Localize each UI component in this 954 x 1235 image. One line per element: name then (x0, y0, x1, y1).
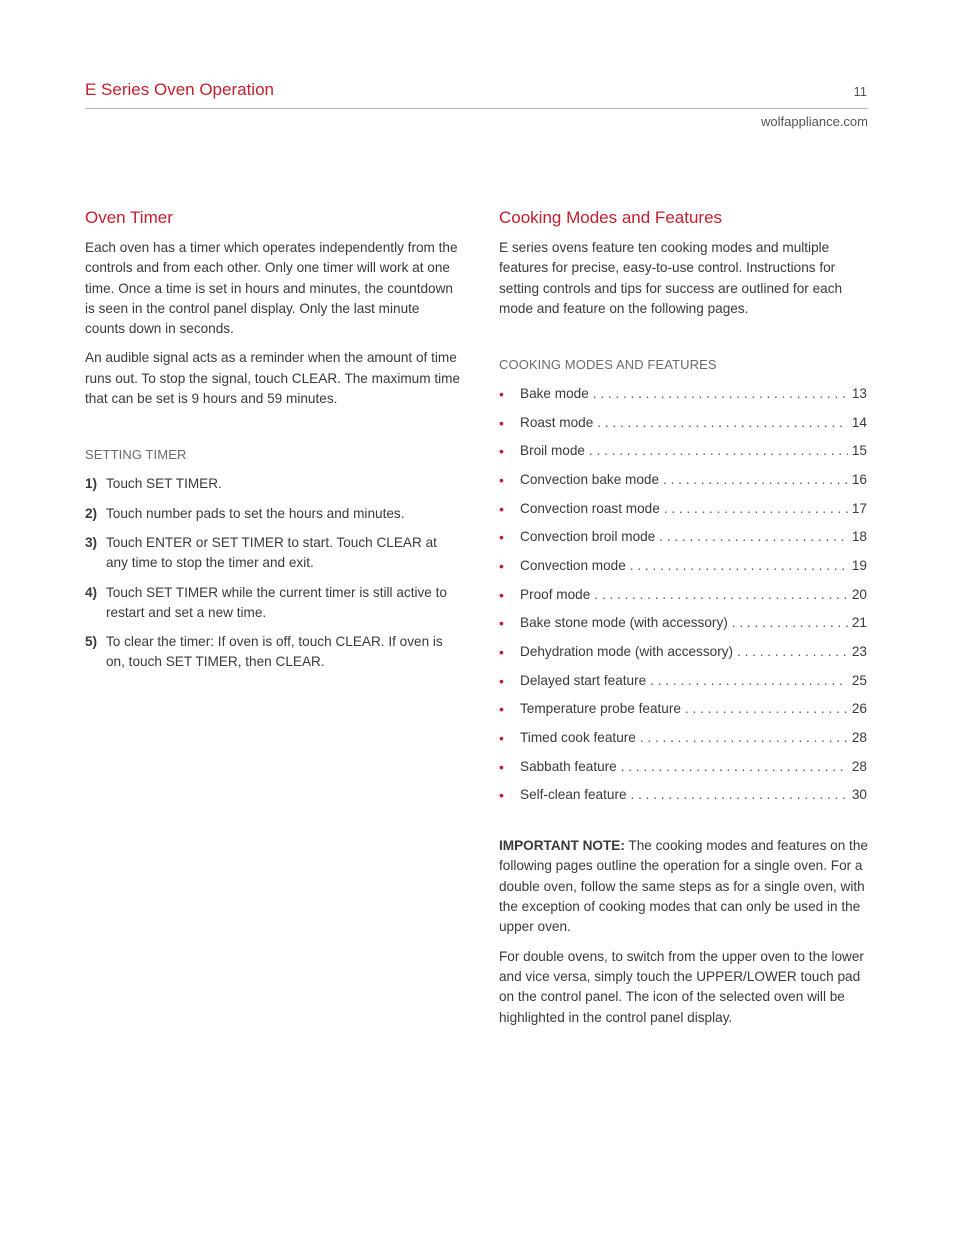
toc-item-label: Convection broil mode (520, 529, 656, 545)
step-number: 5) (85, 634, 98, 650)
bullet-icon: • (499, 414, 504, 431)
important-note-label: IMPORTANT NOTE: (499, 838, 625, 854)
toc-item-page: 28 (851, 758, 867, 774)
toc-item-label: Bake stone mode (with accessory) (520, 615, 728, 631)
toc-item (499, 757, 867, 777)
bullet-icon: • (499, 500, 504, 517)
toc-item-label: Temperature probe feature (520, 701, 681, 717)
toc-item (499, 728, 867, 748)
dot-leader (631, 785, 848, 805)
dot-leader (593, 384, 848, 404)
toc-item (499, 441, 867, 461)
toc-item (499, 585, 867, 605)
toc-item (499, 413, 867, 433)
setting-timer-heading: SETTING TIMER (85, 447, 187, 463)
toc-item-page: 26 (851, 701, 867, 717)
toc-item-label: Convection roast mode (520, 500, 660, 516)
toc-item (499, 556, 867, 576)
step-text: Touch SET TIMER while the current timer is still active to restart and set a new time. (106, 584, 447, 620)
step-number: 2) (85, 505, 98, 521)
dot-leader (664, 499, 848, 519)
dot-leader (640, 728, 848, 748)
dot-leader (594, 585, 848, 605)
oven-timer-heading: Oven Timer (85, 208, 173, 227)
dot-leader (589, 441, 848, 461)
cooking-modes-list (499, 384, 867, 805)
bullet-icon: • (499, 386, 504, 403)
toc-item-label: Delayed start feature (520, 672, 647, 688)
step-item (85, 504, 460, 524)
oven-timer-column (85, 207, 460, 682)
bullet-icon: • (499, 672, 504, 689)
toc-item-label: Broil mode (520, 443, 585, 459)
toc-item (499, 470, 867, 490)
toc-item (499, 785, 867, 805)
dot-leader (630, 556, 848, 576)
toc-item-label: Roast mode (520, 414, 594, 430)
dot-leader (737, 642, 848, 662)
bullet-icon: • (499, 586, 504, 603)
bullet-icon: • (499, 701, 504, 718)
step-text: Touch ENTER or SET TIMER to start. Touch CLEAR at any time to stop the timer and exit. (106, 534, 437, 571)
step-item (85, 632, 460, 673)
dot-leader (685, 699, 848, 719)
step-text: Touch SET TIMER. (106, 476, 222, 492)
dot-leader (621, 757, 848, 777)
toc-item (499, 384, 867, 404)
bullet-icon: • (499, 472, 504, 489)
step-number: 4) (85, 584, 98, 600)
bullet-icon: • (499, 643, 504, 660)
toc-item (499, 499, 867, 519)
bullet-icon: • (499, 729, 504, 746)
toc-item-label: Convection bake mode (520, 472, 660, 488)
header-divider (85, 108, 868, 109)
cooking-modes-list-heading: COOKING MODES AND FEATURES (499, 357, 717, 373)
toc-item-page: 25 (851, 672, 867, 688)
step-item (85, 474, 460, 494)
oven-timer-paragraph: Each oven has a timer which operates independently from the controls and from each other. Only one timer will work at one time. Once a time is set in hours and minutes, the countdown is seen in the control panel display. Only the last minute counts down in seconds. (85, 240, 458, 337)
toc-item (499, 527, 867, 547)
setting-timer-steps (85, 474, 460, 672)
toc-item-page: 28 (851, 729, 867, 745)
page-number: 11 (853, 84, 867, 99)
toc-item-page: 21 (851, 615, 867, 631)
dot-leader (650, 671, 848, 691)
bullet-icon: • (499, 443, 504, 460)
dot-leader (732, 613, 848, 633)
toc-item (499, 613, 867, 633)
bullet-icon: • (499, 787, 504, 804)
toc-item-label: Sabbath feature (520, 758, 617, 774)
dot-leader (659, 527, 848, 547)
toc-item-page: 14 (851, 414, 867, 430)
toc-item (499, 699, 867, 719)
dot-leader (597, 413, 848, 433)
bullet-icon: • (499, 615, 504, 632)
toc-item-page: 30 (851, 787, 867, 803)
cooking-modes-column (499, 207, 876, 1037)
section-title: E Series Oven Operation (85, 80, 274, 99)
step-text: To clear the timer: If oven is off, touch CLEAR. If oven is on, touch SET TIMER, then CLEAR. (106, 634, 443, 670)
step-number: 1) (85, 476, 98, 492)
toc-item-page: 18 (851, 529, 867, 545)
toc-item-label: Dehydration mode (with accessory) (520, 643, 734, 659)
toc-item-label: Proof mode (520, 586, 591, 602)
toc-item-page: 23 (851, 643, 867, 659)
toc-item-label: Timed cook feature (520, 729, 636, 745)
toc-item-page: 17 (851, 500, 867, 516)
important-note-text: The cooking modes and features on the following pages outline the operation for a single oven. For a double oven, follow the same steps as for a single oven, with the exception of cooking modes that can only be used in the upper oven. (499, 838, 868, 935)
step-item (85, 533, 460, 574)
toc-item-page: 19 (851, 558, 867, 574)
website-url: wolfappliance.com (761, 114, 868, 129)
bullet-icon: • (499, 558, 504, 575)
toc-item-page: 16 (851, 472, 867, 488)
toc-item-label: Bake mode (520, 386, 589, 402)
step-number: 3) (85, 534, 98, 550)
important-note (499, 836, 876, 937)
toc-item-page: 15 (851, 443, 867, 459)
toc-item-label: Self-clean feature (520, 787, 627, 803)
bullet-icon: • (499, 529, 504, 546)
toc-item-label: Convection mode (520, 558, 626, 574)
cooking-modes-heading: Cooking Modes and Features (499, 208, 723, 227)
toc-item (499, 642, 867, 662)
oven-timer-paragraph: An audible signal acts as a reminder when the amount of time runs out. To stop the signal, touch CLEAR. The maximum time that can be set is 9 hours and 59 minutes. (85, 350, 461, 407)
bullet-icon: • (499, 758, 504, 775)
cooking-modes-intro: E series ovens feature ten cooking modes and multiple features for precise, easy-to-use control. Instructions for setting controls and tips for success are outlined for each mode and feature on the following pages. (499, 240, 843, 316)
toc-item-page: 13 (851, 386, 867, 402)
toc-item-page: 20 (851, 586, 867, 602)
dot-leader (663, 470, 848, 490)
step-item (85, 583, 460, 624)
double-oven-paragraph: For double ovens, to switch from the upper oven to the lower and vice versa, simply touch the UPPER/LOWER touch pad on the control panel. The icon of the selected oven will be highlighted in the control panel display. (499, 948, 864, 1025)
toc-item (499, 671, 867, 691)
step-text: Touch number pads to set the hours and minutes. (106, 505, 405, 521)
